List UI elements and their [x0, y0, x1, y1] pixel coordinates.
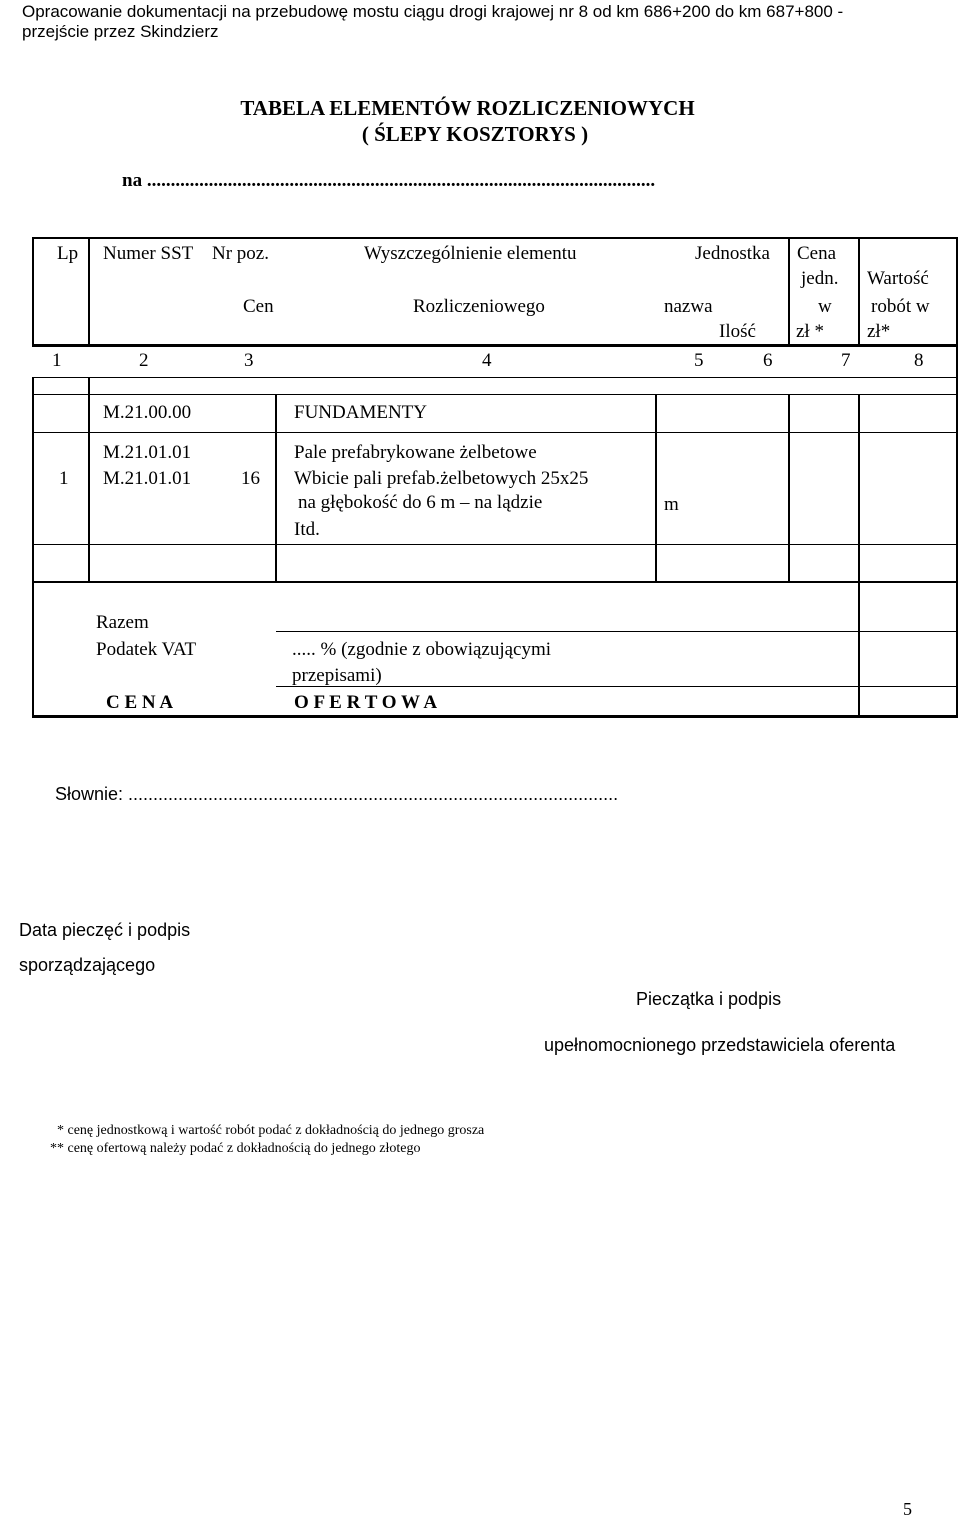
- summary-razem: Razem: [96, 612, 149, 633]
- col-header-value-1: Wartość: [867, 268, 929, 289]
- row-pale-code: M.21.01.01: [103, 442, 192, 463]
- signature-right-line2: upełnomocnionego przedstawiciela oferenta: [544, 1035, 896, 1055]
- summary-vat-text-1: ..... % (zgodnie z obowiązującymi: [292, 639, 552, 660]
- row-item-desc-2: na głębokość do 6 m – na lądzie: [298, 492, 543, 513]
- row-pale-name: Pale prefabrykowane żelbetowe: [294, 442, 537, 463]
- na-line: na ...........................................................................................................: [122, 170, 656, 191]
- col-number-2: 2: [139, 350, 149, 371]
- col-header-price-3: w: [818, 296, 832, 317]
- col-header-description: Wyszczególnienie elementu: [364, 243, 577, 264]
- summary-vat-text-2: przepisami): [292, 665, 382, 686]
- col-number-7: 7: [841, 350, 851, 371]
- col-number-8: 8: [914, 350, 924, 371]
- row-fund-name: FUNDAMENTY: [294, 402, 427, 423]
- summary-ofertowa: O F E R T O W A: [294, 692, 438, 713]
- col-number-5: 5: [694, 350, 704, 371]
- col-number-3: 3: [244, 350, 254, 371]
- summary-cena: C E N A: [106, 692, 174, 713]
- col-number-1: 1: [52, 350, 62, 371]
- col-number-4: 4: [482, 350, 492, 371]
- footnote-2: ** cenę ofertową należy podać z dokładnością do jednego złotego: [50, 1141, 421, 1156]
- col-header-price-1: Cena: [797, 243, 837, 264]
- row-item-unit: m: [664, 494, 679, 515]
- row-item-nr: 16: [241, 468, 260, 489]
- col-header-lp: Lp: [57, 243, 79, 264]
- col-header-price-2: jedn.: [801, 268, 839, 289]
- col-number-6: 6: [763, 350, 773, 371]
- col-header-price-4: zł *: [796, 321, 824, 342]
- summary-vat-label: Podatek VAT: [96, 639, 197, 660]
- row-item-lp: 1: [59, 468, 69, 489]
- col-header-description-2: Rozliczeniowego: [413, 296, 545, 317]
- col-header-value-3: zł*: [867, 321, 891, 342]
- doc-header-line2: przejście przez Skindzierz: [22, 22, 219, 41]
- col-header-sst: Numer SST: [103, 243, 194, 264]
- page-number: 5: [903, 1499, 912, 1519]
- signature-right-line1: Pieczątka i podpis: [636, 989, 782, 1009]
- col-header-value-2: robót w: [871, 296, 930, 317]
- amount-in-words: Słownie: ..................................................................................................: [55, 784, 619, 804]
- row-item-code: M.21.01.01: [103, 468, 192, 489]
- col-header-cen: Cen: [243, 296, 274, 317]
- doc-header-line1: Opracowanie dokumentacji na przebudowę mostu ciągu drogi krajowej nr 8 od km 686+200 do km 687+800 -: [22, 2, 844, 21]
- row-itd: Itd.: [294, 519, 320, 540]
- page-title: TABELA ELEMENTÓW ROZLICZENIOWYCH: [240, 96, 695, 120]
- col-header-unit: Jednostka: [695, 243, 770, 264]
- col-header-nrpoz: Nr poz.: [212, 243, 269, 264]
- footnote-1: * cenę jednostkową i wartość robót podać z dokładnością do jednego grosza: [57, 1123, 485, 1138]
- row-fund-code: M.21.00.00: [103, 402, 192, 423]
- signature-left-line1: Data pieczęć i podpis: [19, 920, 191, 940]
- row-item-desc-1: Wbicie pali prefab.żelbetowych 25x25: [294, 468, 589, 489]
- col-header-quantity: Ilość: [719, 321, 756, 342]
- page-subtitle: ( ŚLEPY KOSZTORYS ): [361, 122, 589, 146]
- col-header-unit-name: nazwa: [664, 296, 713, 317]
- signature-left-line2: sporządzającego: [19, 955, 156, 975]
